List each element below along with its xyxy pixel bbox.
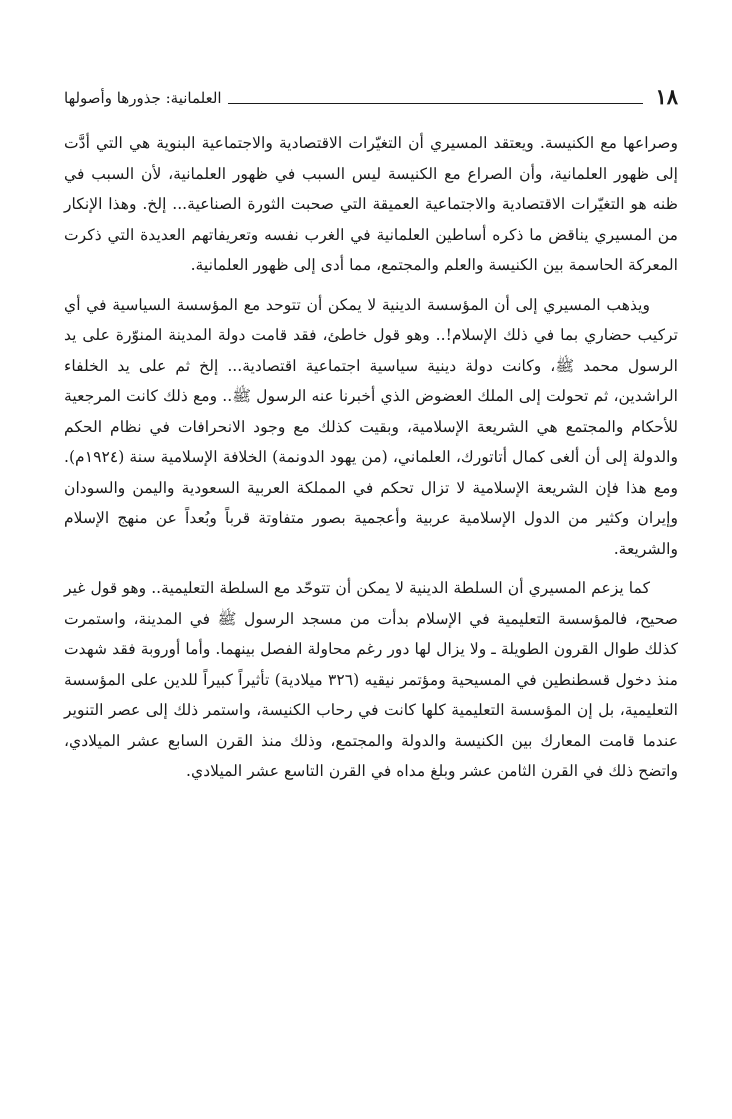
running-title: العلمانية: جذورها وأصولها [64,89,222,107]
book-page [64,78,678,1088]
running-header [64,78,678,108]
page-number: ١٨ [655,84,678,109]
paragraph-1: وصراعها مع الكنيسة. ويعتقد المسيري أن التغيّرات الاقتصادية والاجتماعية البنوية هي التي أدَّت إلى ظهور العلمانية، وأن الصراع مع الكنيسة ليس السبب في ظهور العلمانية، لأن السبب في ظنه هو التغيّرات الاقتصادية والاجتماعية العميقة التي صحبت الثورة الصناعية... إلخ. وهذا الإنكار من المسيري يناقض ما ذكره أساطين العلمانية في الغرب نفسه وتعريفاتهم العديدة التي ذكرت المعركة الحاسمة بين الكنيسة والعلم والمجتمع، مما أدى إلى ظهور العلمانية. [64,134,678,274]
header-rule [228,103,644,104]
paragraph-2: ويذهب المسيري إلى أن المؤسسة الدينية لا يمكن أن تتوحد مع المؤسسة السياسية في أي تركيب حضاري بما في ذلك الإسلام!.. وهو قول خاطئ، فقد قامت دولة المدينة المنوّرة على يد الرسول محمد ﷺ، وكانت دولة دينية سياسية اجتماعية اقتصادية... إلخ ثم على يد الخلفاء الراشدين، ثم تحولت إلى الملك العضوض الذي أخبرنا عنه الرسول ﷺ.. ومع ذلك كانت المرجعية للأحكام والمجتمع هي الشريعة الإسلامية، وبقيت كذلك مع وجود الانحرافات في نظام الحكم والدولة إلى أن ألغى كمال أتاتورك، العلماني، (من يهود الدونمة) الخلافة الإسلامية سنة (١٩٢٤م). ومع هذا فإن الشريعة الإسلامية لا تزال تحكم في المملكة العربية السعودية واليمن والسودان وإيران وكثير من الدول الإسلامية عربية وأعجمية بصور متفاوتة قرباً وبُعداً عن منهج الإسلام والشريعة. [64,295,678,558]
paragraph-3: كما يزعم المسيري أن السلطة الدينية لا يمكن أن تتوحّد مع السلطة التعليمية.. وهو قول غير صحيح، فالمؤسسة التعليمية في الإسلام بدأت من مسجد الرسول ﷺ في المدينة، واستمرت كذلك طوال القرون الطويلة ـ ولا يزال لها دور رغم محاولة الفصل بينهما. وأما أوروبة فقد شهدت منذ دخول قسطنطين في المسيحية ومؤتمر نيقيه (٣٢٦ ميلادية) تأثيراً كبيراً للدين على المؤسسة التعليمية، بل إن المؤسسة التعليمية كلها كانت في رحاب الكنيسة، واستمر ذلك إلى عصر التنوير عندما قامت المعارك بين الكنيسة والدولة والمجتمع، وذلك منذ القرن السابع عشر الميلادي، واتضح ذلك في القرن الثامن عشر وبلغ مداه في القرن التاسع عشر الميلادي. [64,579,678,780]
